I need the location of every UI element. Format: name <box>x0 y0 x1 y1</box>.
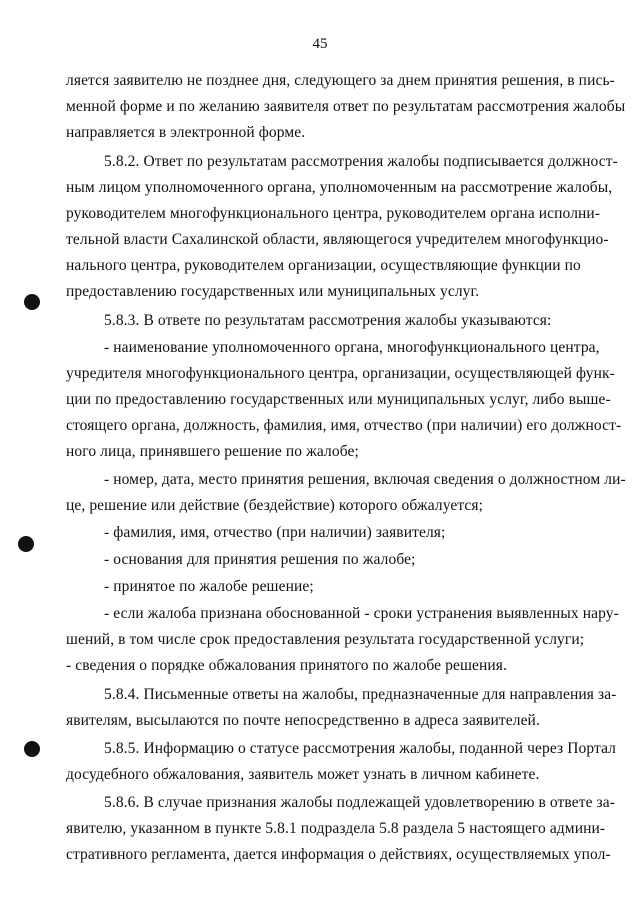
text-line: ного лица, принявшего решение по жалобе; <box>66 443 359 460</box>
text-line: 5.8.4. Письменные ответы на жалобы, предназначенные для направления за- <box>104 686 617 703</box>
text-line: - если жалоба признана обоснованной - сроки устранения выявленных нару- <box>104 605 619 622</box>
text-line: досудебного обжалования, заявитель может узнать в личном кабинете. <box>66 766 540 783</box>
text-line: - наименование уполномоченного органа, многофункционального центра, <box>104 339 600 356</box>
text-line: ным лицом уполномоченного органа, уполномоченным на рассмотрение жалобы, <box>66 179 613 196</box>
punch-hole-top <box>24 294 40 310</box>
page-number: 45 <box>312 36 328 52</box>
text-line: 5.8.5. Информацию о статусе рассмотрения жалобы, поданной через Портал <box>104 740 617 757</box>
text-line: менной форме и по желанию заявителя ответ по результатам рассмотрения жалобы <box>66 98 626 115</box>
text-line: предоставлению государственных или муниципальных услуг. <box>66 283 480 300</box>
text-line: - фамилия, имя, отчество (при наличии) заявителя; <box>104 524 446 541</box>
text-line: 5.8.6. В случае признания жалобы подлежащей удовлетворению в ответе за- <box>104 794 616 811</box>
text-line: 5.8.2. Ответ по результатам рассмотрения жалобы подписывается должност- <box>104 153 618 170</box>
text-line: явителю, указанном в пункте 5.8.1 подраздела 5.8 раздела 5 настоящего админи- <box>66 820 606 837</box>
text-line: стративного регламента, дается информация о действиях, осуществляемых упол- <box>66 846 611 863</box>
text-line: учредителя многофункционального центра, организации, осуществляющей функ- <box>66 365 615 382</box>
text-line: - сведения о порядке обжалования принятого по жалобе решения. <box>66 657 507 674</box>
text-line: тельной власти Сахалинской области, являющегося учредителем многофункцио- <box>66 231 609 248</box>
punch-hole-bottom <box>24 741 40 757</box>
text-line: ляется заявителю не позднее дня, следующего за днем принятия решения, в пись- <box>66 72 615 89</box>
text-line: явителям, высылаются по почте непосредственно в адреса заявителей. <box>66 712 540 729</box>
text-line: це, решение или действие (бездействие) которого обжалуется; <box>66 497 484 514</box>
text-line: направляется в электронной форме. <box>66 124 306 141</box>
text-line: шений, в том числе срок предоставления результата государственной услуги; <box>66 631 585 648</box>
text-line: руководителем многофункционального центра, руководителем органа исполни- <box>66 205 601 222</box>
text-line: - основания для принятия решения по жалобе; <box>104 551 416 568</box>
text-line: 5.8.3. В ответе по результатам рассмотрения жалобы указываются: <box>104 312 552 329</box>
text-line: нального центра, руководителем организации, осуществляющие функции по <box>66 257 581 274</box>
text-line: стоящего органа, должность, фамилия, имя, отчество (при наличии) его должност- <box>66 417 622 434</box>
punch-hole-middle <box>18 536 34 552</box>
text-line: ции по предоставлению государственных или муниципальных услуг, либо выше- <box>66 391 611 408</box>
text-line: - принятое по жалобе решение; <box>104 578 314 595</box>
text-line: - номер, дата, место принятия решения, включая сведения о должностном ли- <box>104 471 626 488</box>
